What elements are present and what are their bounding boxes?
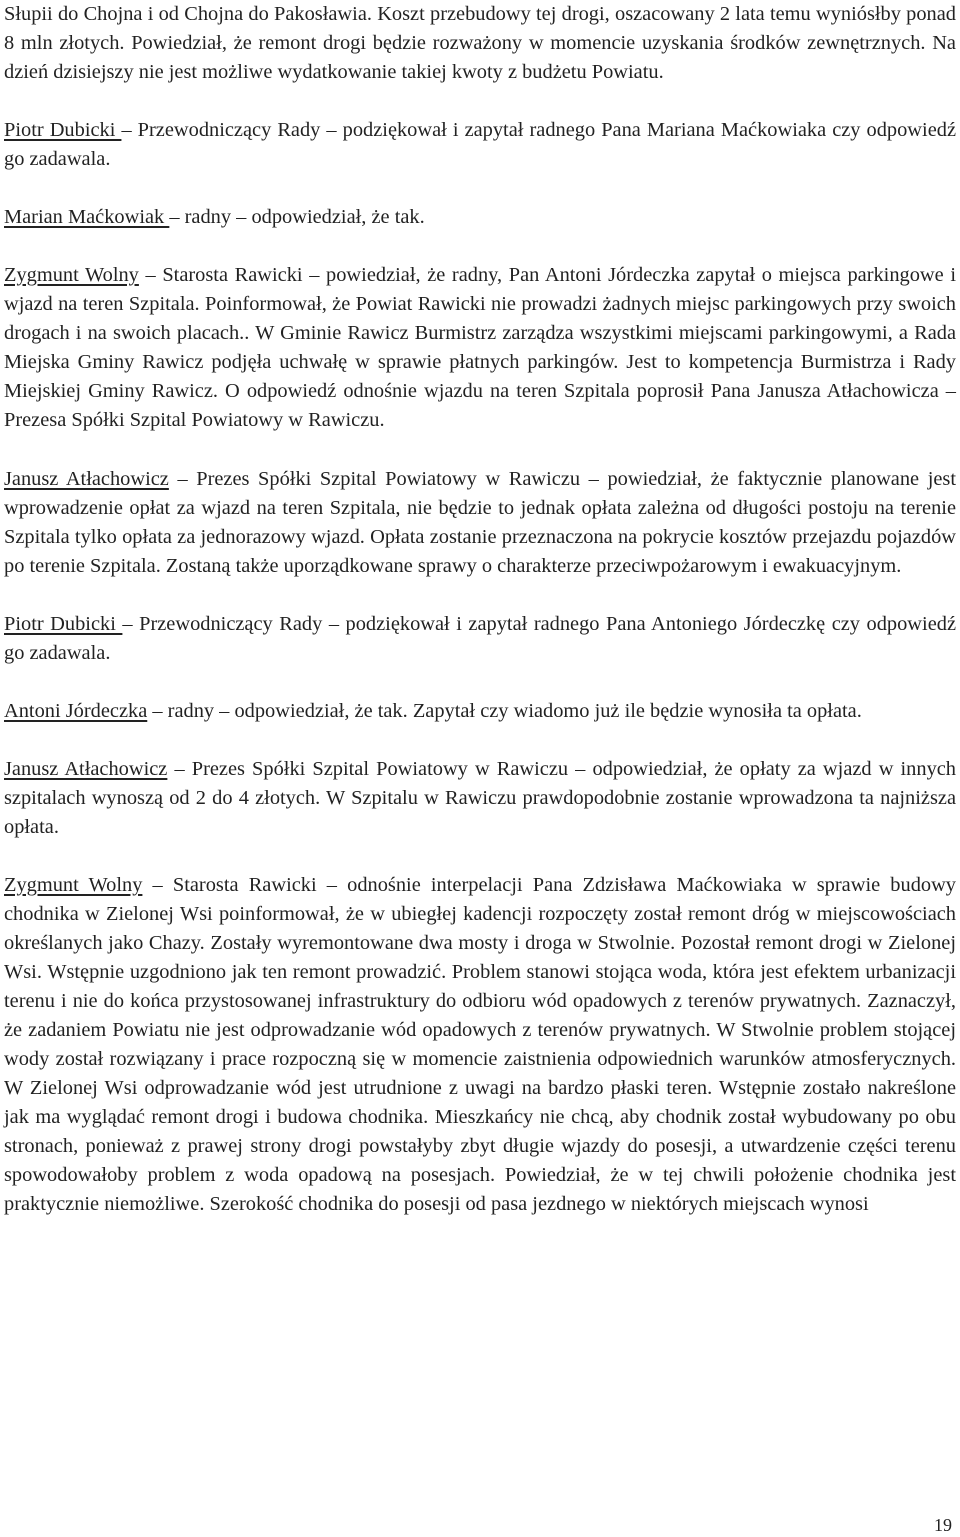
speaker-name: Piotr Dubicki	[4, 613, 123, 635]
document-page	[4, 0, 956, 1219]
paragraph-text: Słupii do Chojna i od Chojna do Pakosławia. Koszt przebudowy tej drogi, oszacowany 2 lata temu wyniósłby ponad 8 mln złotych. Powiedział, że remont drogi będzie rozważony w momencie uzyskania środków zewnętrznych. Na dzień dzisiejszy nie jest możliwe wydatkowanie takiej kwoty z budżetu Powiatu.	[4, 3, 956, 83]
paragraph-statement	[4, 755, 956, 842]
paragraph-text: – Przewodniczący Rady – podziękował i zapytał radnego Pana Antoniego Jórdeczkę czy odpowiedź go zadawala.	[4, 613, 956, 664]
paragraph-text: – Starosta Rawicki – powiedział, że radny, Pan Antoni Jórdeczka zapytał o miejsca parkingowe i wjazd na teren Szpitala. Poinformował, że Powiat Rawicki nie prowadzi żadnych miejsc parkingowych przy swoich drogach i na swoich placach.. W Gminie Rawicz Burmistrz zarządza wszystkimi miejscami parkingowymi, a Rada Miejska Gminy Rawicz podjęła uchwałę w sprawie płatnych parkingów. Jest to kompetencja Burmistrza i Rady Miejskiej Gminy Rawicz. O odpowiedź odnośnie wjazdu na teren Szpitala poprosił Pana Janusza Atłachowicza – Prezesa Spółki Szpital Powiatowy w Rawiczu.	[4, 264, 956, 431]
speaker-name: Zygmunt Wolny	[4, 874, 143, 896]
paragraph-statement	[4, 116, 956, 174]
speaker-name: Zygmunt Wolny	[4, 264, 139, 286]
paragraph-statement	[4, 610, 956, 668]
speaker-name: Antoni Jórdeczka	[4, 700, 148, 722]
paragraph-statement	[4, 697, 956, 726]
paragraph-statement	[4, 465, 956, 581]
speaker-name: Piotr Dubicki	[4, 119, 122, 141]
speaker-name: Janusz Atłachowicz	[4, 758, 168, 780]
paragraph-statement	[4, 203, 956, 232]
paragraph-text: – radny – odpowiedział, że tak.	[169, 206, 425, 228]
speaker-name: Marian Maćkowiak	[4, 206, 170, 228]
paragraph-statement	[4, 871, 956, 1219]
page-number: 19	[934, 1515, 952, 1535]
paragraph-statement	[4, 261, 956, 435]
paragraph-text: – Prezes Spółki Szpital Powiatowy w Rawiczu – odpowiedział, że opłaty za wjazd w innych szpitalach wynoszą od 2 do 4 złotych. W Szpitalu w Rawiczu prawdopodobnie zostanie wprowadzona ta najniższa opłata.	[4, 758, 957, 838]
paragraph-text: – Prezes Spółki Szpital Powiatowy w Rawiczu – powiedział, że faktycznie planowane jest wprowadzenie opłat za wjazd na teren Szpitala, nie będzie to jednak opłata zależna od długości postoju na terenie Szpitala tylko opłata za jednorazowy wjazd. Opłata zostanie przeznaczona na pokrycie kosztów przejazdu pojazdów po terenie Szpitala. Zostaną także uporządkowane sprawy o charakterze przeciwpożarowym i ewakuacyjnym.	[4, 468, 957, 577]
paragraph-intro	[4, 0, 956, 87]
paragraph-text: – Starosta Rawicki – odnośnie interpelacji Pana Zdzisława Maćkowiaka w sprawie budowy chodnika w Zielonej Wsi poinformował, że w ubiegłej kadencji rozpoczęty został remont dróg w miejscowościach określanych jako Chazy. Zostały wyremontowane dwa mosty i droga w Stwolnie. Pozostał remont drogi w Zielonej Wsi. Wstępnie uzgodniono jak ten remont prowadzić. Problem stanowi stojąca woda, która jest efektem urbanizacji terenu i nie do końca przystosowanej infrastruktury do odbioru wód opadowych z terenów prywatnych. Zaznaczył, że zadaniem Powiatu nie jest odprowadzanie wód opadowych z terenów prywatnych. W Stwolnie problem stojącej wody został rozwiązany i prace rozpoczną się w momencie zaistnienia odpowiednich warunków atmosferycznych. W Zielonej Wsi odprowadzanie wód jest utrudnione z uwagi na bardzo płaski teren. Wstępnie zostało nakreślone jak ma wyglądać remont drogi i budowa chodnika. Mieszkańcy nie chcą, aby chodnik został wybudowany po obu stronach, ponieważ z prawej strony drogi powstałyby zbyt długie wjazdy do posesji, a utwardzenie części terenu spowodowałoby problem z woda opadową na posesjach. Powiedział, że w tej chwili położenie chodnika jest praktycznie niemożliwe. Szerokość chodnika do posesji od pasa jezdnego w niektórych miejscach wynosi	[4, 874, 957, 1215]
paragraph-text: – radny – odpowiedział, że tak. Zapytał czy wiadomo już ile będzie wynosiła ta opłata.	[147, 700, 862, 722]
speaker-name: Janusz Atłachowicz	[4, 468, 169, 490]
paragraph-text: – Przewodniczący Rady – podziękował i zapytał radnego Pana Mariana Maćkowiaka czy odpowiedź go zadawala.	[4, 119, 956, 170]
